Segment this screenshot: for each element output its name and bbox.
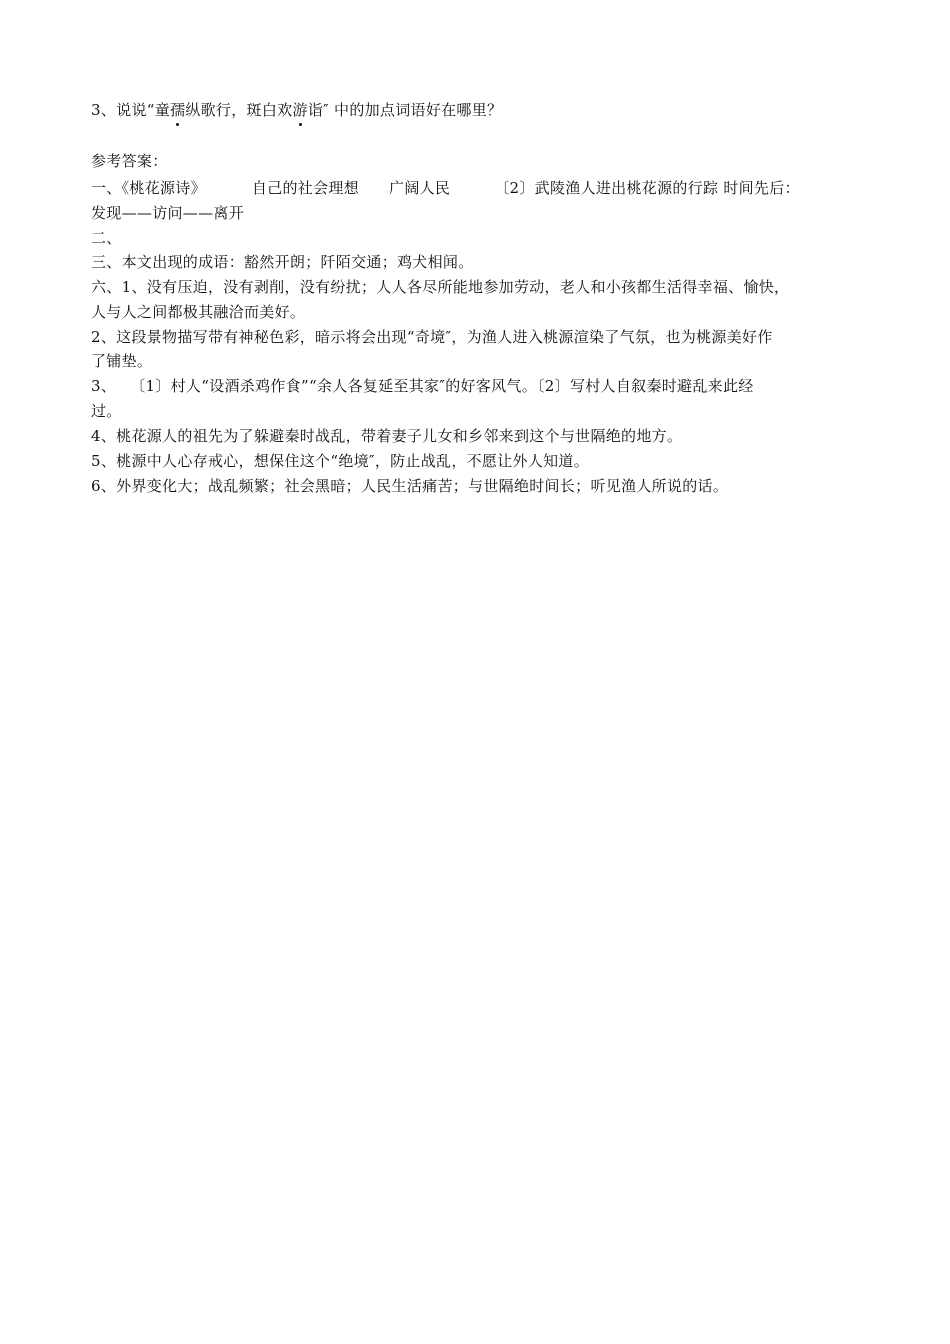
answer-1-line-1 [91,178,800,198]
answer-6-line-1: 六、1、没有压迫，没有剥削，没有纷扰；人人各尽所能地参加劳动，老人和小孩都生活得幸福、愉快， [91,278,790,296]
item-4: 4、桃花源人的祖先为了躲避秦时战乱，带着妻子儿女和乡邻来到这个与世隔绝的地方。 [91,427,683,445]
answer-2: 二、 [91,229,122,247]
item-3-text: 〔1〕村人“设酒杀鸡作食”“余人各复延至其家″的好客风气。〔2〕写村人自叙秦时避乱来此经 [130,377,754,395]
item-3-line-2: 过。 [91,402,122,420]
item-6: 6、外界变化大；战乱频繁；社会黑暗；人民生活痛苦；与世隔绝时间长；听见渔人所说的话。 [91,477,729,495]
answer-1-part-a: 一、《桃花源诗》 [91,179,206,197]
answers-heading: 参考答案： [91,152,168,170]
item-3-line-1 [91,376,754,396]
answer-1-part-d: 〔2〕武陵渔人进出桃花源的行踪 时间先后： [494,179,800,197]
emphasis-dot-char-1: 孺 [170,101,186,119]
question-3-suffix: 诣″ 中的加点词语好在哪里？ [307,101,503,119]
answer-1-line-2: 发现——访问——离开 [91,204,245,222]
item-3-label: 3、 [91,377,117,395]
question-3 [91,100,502,120]
item-5: 5、桃源中人心存戒心，想保住这个“绝境″，防止战乱，不愿让外人知道。 [91,452,590,470]
answer-6-line-2: 人与人之间都极其融洽而美好。 [91,303,306,321]
item-2-line-2: 了铺垫。 [91,352,153,370]
question-3-mid: 纵歌行，斑白欢 [185,101,293,119]
answer-1-part-b: 自己的社会理想 [251,179,360,197]
answer-1-part-c: 广阔人民 [389,179,451,197]
emphasis-dot-char-2: 游 [292,101,308,119]
answer-3: 三、本文出现的成语：豁然开朗；阡陌交通；鸡犬相闻。 [91,253,474,271]
item-2-line-1: 2、这段景物描写带有神秘色彩，暗示将会出现“奇境″，为渔人进入桃源渲染了气氛，也为桃源美好作 [91,328,773,346]
question-3-prefix: 3、说说“童 [91,101,171,119]
